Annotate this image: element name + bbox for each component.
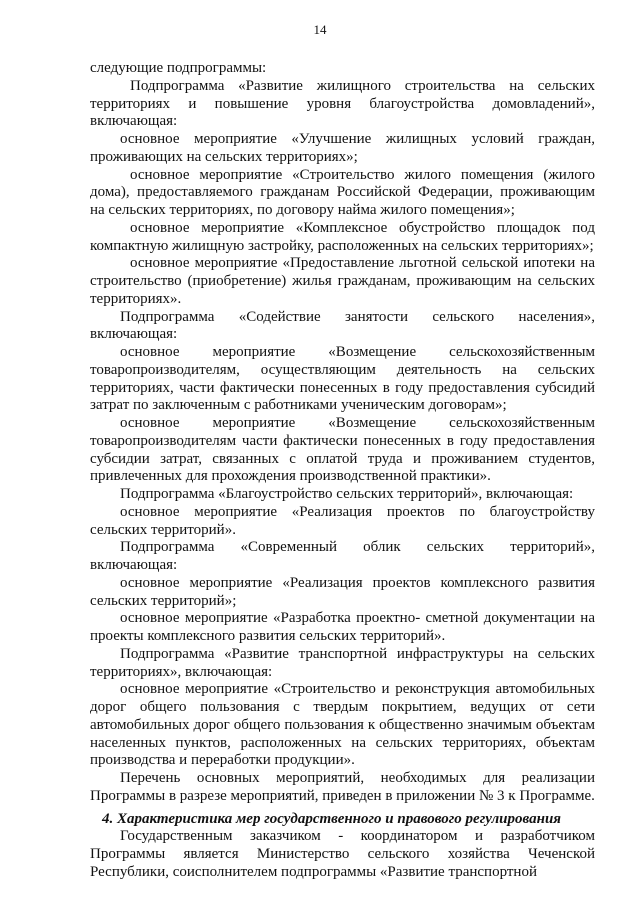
subprogram-improvement: Подпрограмма «Благоустройство сельских территорий», включающая: bbox=[120, 486, 574, 502]
intro-line: следующие подпрограммы: bbox=[90, 60, 267, 76]
measure-road-construction: основное мероприятие «Строительство и реконструкция автомобильных дорог общего пользования с твердым покрытием, ведущих от сети автомобильных дорог общего пользования к общественно значимым объектам населенных пунктов, расположенных на сельских территориях, объектам производства и переработки продукции». bbox=[90, 681, 595, 769]
document-body bbox=[90, 60, 595, 882]
page-number: 14 bbox=[313, 22, 327, 37]
subprogram-housing: Подпрограмма «Развитие жилищного строительства на сельских территориях и повышение уровня благоустройства домовладений», включающая: bbox=[90, 77, 595, 130]
subprogram-transport: Подпрограмма «Развитие транспортной инфраструктуры на сельских территориях», включающая: bbox=[90, 645, 595, 680]
measure-design-documentation: основное мероприятие «Разработка проектно- сметной документации на проекты комплексного развития сельских территорий». bbox=[90, 610, 595, 644]
measure-housing-construction: основное мероприятие «Строительство жилого помещения (жилого дома), предоставляемого гражданам Российской Федерации, проживающим на сельских территориях, по договору найма жилого помещения»; bbox=[90, 166, 595, 218]
measure-site-development: основное мероприятие «Комплексное обустройство площадок под компактную жилищную застройку, расположенных на сельских территориях»; bbox=[90, 219, 595, 254]
measure-apprenticeship-compensation: основное мероприятие «Возмещение сельскохозяйственным товаропроизводителям, осуществляющим деятельность на сельских территориях, части фактически понесенных в году предоставления субсидий затрат по заключенным с работниками ученическим договорам»; bbox=[90, 344, 595, 414]
subprogram-modern-look: Подпрограмма «Современный облик сельских территорий», включающая: bbox=[90, 539, 595, 573]
section-heading: 4. Характеристика мер государственного и правового регулирования bbox=[102, 810, 562, 827]
measures-list-reference: Перечень основных мероприятий, необходимых для реализации Программы в разрезе мероприятий, приведен в приложении № 3 к Программе. bbox=[90, 770, 595, 804]
measure-integrated-development: основное мероприятие «Реализация проектов комплексного развития сельских территорий»; bbox=[90, 574, 595, 609]
measure-housing-conditions: основное мероприятие «Улучшение жилищных условий граждан, проживающих на сельских территориях»; bbox=[90, 131, 595, 165]
measure-improvement-projects: основное мероприятие «Реализация проектов по благоустройству сельских территорий». bbox=[90, 503, 595, 538]
measure-rural-mortgage: основное мероприятие «Предоставление льготной сельской ипотеки на строительство (приобретение) жилья гражданам, проживающим на сельских территориях». bbox=[90, 255, 595, 307]
section-paragraph: Государственным заказчиком - координатором и разработчиком Программы является Министерство сельского хозяйства Чеченской Республики, соисполнителем подпрограммы «Развитие транспортной bbox=[90, 828, 595, 880]
subprogram-employment: Подпрограмма «Содействие занятости сельского населения», включающая: bbox=[90, 308, 595, 343]
measure-student-compensation: основное мероприятие «Возмещение сельскохозяйственным товаропроизводителям части фактически понесенных в году предоставления субсидии затрат, связанных с оплатой труда и проживанием студентов, привлеченных для прохождения производственной практики». bbox=[90, 415, 595, 485]
